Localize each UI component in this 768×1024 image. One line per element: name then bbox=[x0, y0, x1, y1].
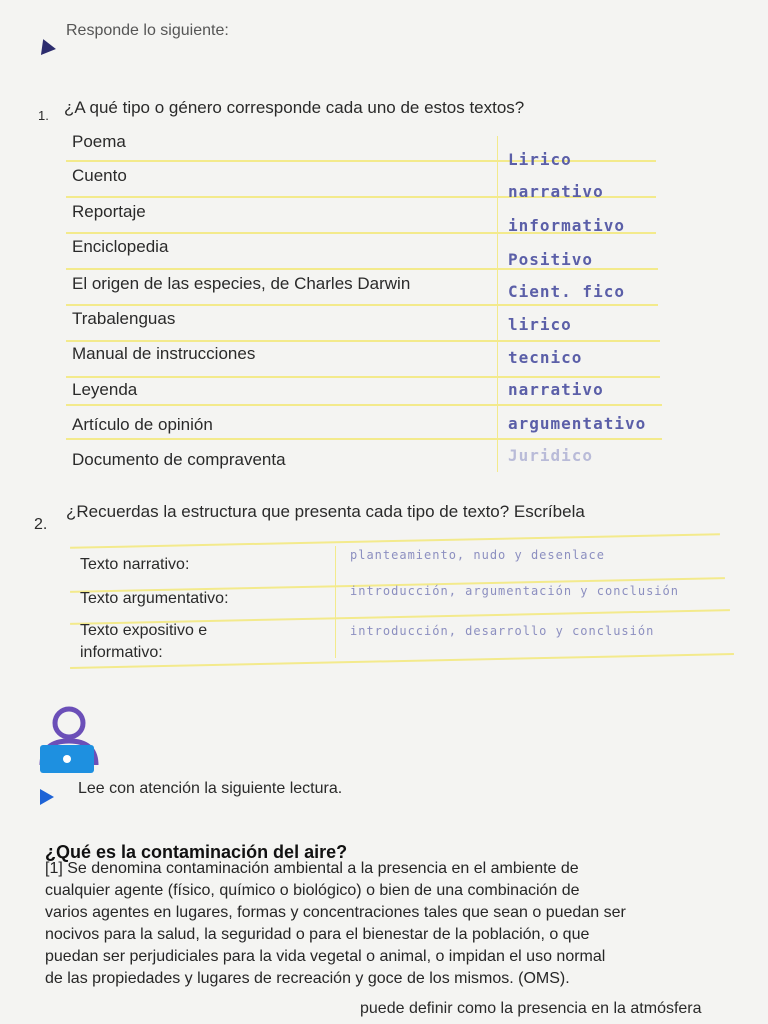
q2-row-label: Texto expositivo e informativo: bbox=[80, 622, 208, 661]
paragraph-line: de las propiedades y lugares de recreación y goce de los mismos. (OMS). bbox=[45, 970, 570, 987]
table-row-label: Reportaje bbox=[72, 202, 146, 221]
table-rule bbox=[66, 438, 662, 440]
article-paragraph bbox=[45, 858, 760, 990]
handwritten-answer[interactable]: Cient. fico bbox=[508, 282, 625, 301]
table-row-label: Trabalenguas bbox=[72, 309, 176, 328]
table-rule bbox=[66, 340, 660, 342]
q2-number: 2. bbox=[34, 516, 48, 533]
handwritten-answer[interactable]: lirico bbox=[508, 315, 572, 334]
table-row-label: Manual de instrucciones bbox=[72, 344, 256, 363]
handwritten-answer[interactable]: argumentativo bbox=[508, 414, 647, 433]
handwritten-answer[interactable]: informativo bbox=[508, 216, 625, 235]
paragraph-continuation: puede definir como la presencia en la atmósfera bbox=[360, 1000, 702, 1017]
handwritten-answer[interactable]: introducción, desarrollo y conclusión bbox=[350, 624, 655, 638]
q2-question: ¿Recuerdas la estructura que presenta cada tipo de texto? Escríbela bbox=[66, 502, 585, 521]
reading-person-icon bbox=[36, 705, 102, 773]
handwritten-answer[interactable]: introducción, argumentación y conclusión bbox=[350, 584, 679, 598]
handwritten-answer[interactable]: narrativo bbox=[508, 380, 604, 399]
paragraph-line: puedan ser perjudiciales para la vida vegetal o animal, o impidan el uso normal bbox=[45, 948, 606, 965]
handwritten-answer[interactable]: Positivo bbox=[508, 250, 594, 269]
table-rule bbox=[66, 404, 662, 406]
handwritten-answer[interactable]: planteamiento, nudo y desenlace bbox=[350, 548, 605, 562]
q2-row-label: Texto narrativo: bbox=[80, 556, 190, 573]
q1-number: 1. bbox=[38, 108, 49, 123]
handwritten-answer[interactable]: Juridico bbox=[508, 446, 594, 465]
table-rule bbox=[70, 533, 720, 549]
handwritten-answer[interactable]: tecnico bbox=[508, 348, 583, 367]
table-row-label: Leyenda bbox=[72, 380, 138, 399]
table-column-divider bbox=[335, 546, 336, 658]
arrow-icon bbox=[40, 789, 54, 805]
table-rule bbox=[66, 304, 658, 306]
table-row-label: El origen de las especies, de Charles Darwin bbox=[72, 274, 411, 293]
handwritten-answer[interactable]: Lirico bbox=[508, 150, 572, 169]
q1-question: ¿A qué tipo o género corresponde cada uno de estos textos? bbox=[64, 98, 525, 117]
paragraph-line: nocivos para la salud, la seguridad o para el bienestar de la población, o que bbox=[45, 926, 590, 943]
table-row-label: Cuento bbox=[72, 166, 127, 185]
table-row-label: Documento de compraventa bbox=[72, 450, 286, 469]
q2-row-label: Texto argumentativo: bbox=[80, 590, 229, 607]
arrow-icon bbox=[41, 39, 57, 57]
paragraph-line: [1] Se denomina contaminación ambiental a la presencia en el ambiente de bbox=[45, 860, 579, 877]
reading-instruction: Lee con atención la siguiente lectura. bbox=[78, 780, 343, 797]
handwritten-answer[interactable]: narrativo bbox=[508, 182, 604, 201]
table-row-label: Enciclopedia bbox=[72, 237, 169, 256]
paragraph-line: varios agentes en lugares, formas y concentraciones tales que sean o puedan ser bbox=[45, 904, 626, 921]
article-title: ¿Qué es la contaminación del aire? bbox=[45, 842, 348, 862]
instruction-text: Responde lo siguiente: bbox=[66, 22, 229, 39]
table-rule bbox=[66, 376, 660, 378]
paragraph-line: cualquier agente (físico, químico o biológico) o bien de una combinación de bbox=[45, 882, 580, 899]
table-row-label: Poema bbox=[72, 132, 126, 151]
table-row-label: Artículo de opinión bbox=[72, 415, 213, 434]
